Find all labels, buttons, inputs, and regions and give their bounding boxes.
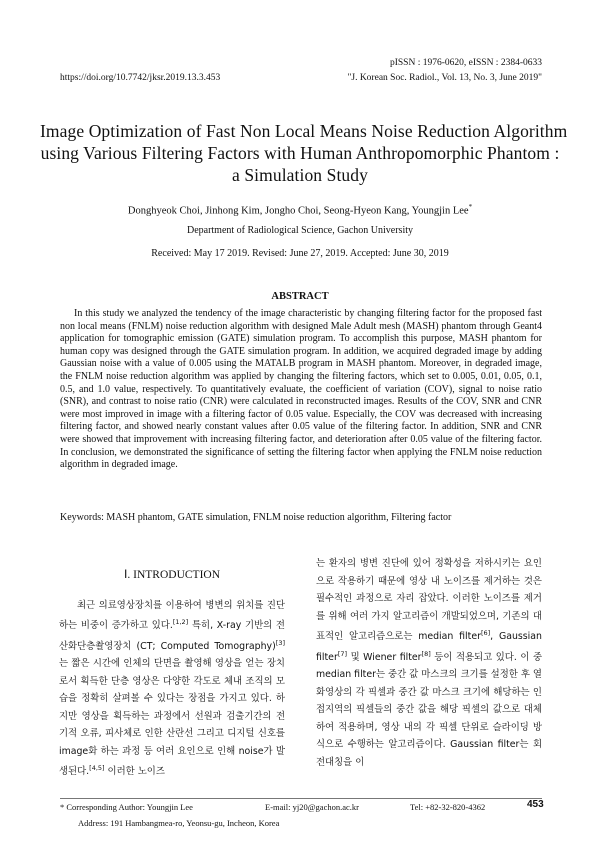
footnote-contact [60, 802, 542, 812]
intro-text-a: 최근 의료영상장치를 이용하여 병변의 위치를 진단하는 비중이 증가하고 있다. [59, 599, 285, 632]
corresponding-mark: * [468, 203, 473, 211]
corresponding-author: * Corresponding Author: Youngjin Lee [60, 802, 193, 812]
running-header [60, 73, 542, 83]
intro-text-e: 는 환자의 병변 진단에 있어 정확성을 저하시키는 요인으로 작용하기 때문에 영상 내 노이즈를 제거하는 것은 필수적인 과정으로 자리 잡았다. 이러한 노이즈를 제거를 위해 여러 가지 알고리즘이 개발되었으며, 기존의 대표적인 알고리즘으로는 median filter [316, 558, 542, 643]
citation-2: [3] [275, 638, 285, 647]
issn-line: pISSN : 1976-0620, eISSN : 2384-0633 [389, 58, 542, 68]
paper-title [40, 120, 568, 186]
intro-text-c: 는 짧은 시간에 인체의 단면을 촬영해 영상을 얻는 장치로서 획득한 단층 영상은 다양한 각도로 체내 조직의 모습을 정확히 살펴볼 수 있다는 장점을 가지고 있다. 하지만 영상을 획득하는 과정에서 선원과 검출기간의 전기적 오류, 피사체로 인한 산란선 그리고 디지털 신호를 image화 하는 과정 등 여러 요인으로 인해 noise가 발생된다. [59, 658, 285, 778]
footnote-address: Address: 191 Hambangmea-ro, Yeonsu-gu, Incheon, Korea [78, 818, 280, 828]
intro-text-d: 이러한 노이즈 [104, 766, 165, 778]
citation-1: [1,2] [172, 618, 189, 626]
abstract-body: In this study we analyzed the tendency of the image characteristic by changing filtering factor for the proposed fast non local means (FNLM) noise reduction algorithm with designed Male Adult mesh (MASH) phantom through Geant4 application for tomographic emission (GATE) simulation program. To accomplish this purpose, MASH phantom for human copy was designed through the GATE simulation program. In addition, we acquired degraded image by adding Gaussian noise with a value of 0.005 using the MATALB program in MASH phantom. Moreover, in degraded image, the FNLM noise reduction algorithm was applied by changing the filtering factors, which set to 0.005, 0.01, 0.05, 0.1, 0.5, and 1.0 value, respectively. To quantitatively evaluate, the coefficient of variation (COV), signal to noise ratio (SNR), and contrast to noise ratio (CNR) were calculated in reconstructed images. Results of the COV, SNR and CNR were most improved in image with a filtering factor of 0.05 value. Especially, the COV was decreased with increasing filtering factor, and showed nearly constant values after 0.05 value of the filtering factor. In addition, SNR and CNR were showed that improvement with increasing filtering factor, and deterioration after 0.05 value of the filtering factor. In conclusion, we demonstrated the significance of setting the filtering factor when applying the FNLM noise reduction algorithm in degraded image. [60, 308, 542, 471]
affiliation: Department of Radiological Science, Gachon University [186, 225, 414, 236]
footnote-divider [60, 798, 542, 799]
journal-citation: "J. Korean Soc. Radiol., Vol. 13, No. 3, June 2019" [347, 73, 542, 83]
telephone: Tel: +82-32-820-4362 [410, 802, 486, 812]
doi-link[interactable]: https://doi.org/10.7742/jksr.2019.13.3.453 [60, 73, 221, 83]
citation-3: [4,5] [89, 764, 105, 773]
email[interactable]: E-mail: yj20@gachon.ac.kr [265, 802, 359, 812]
title-line-3: a Simulation Study [232, 165, 368, 185]
intro-paragraph-left [59, 597, 285, 781]
intro-text-h: 등이 적용되고 있다. 이 중 median filter는 중간 값 마스크의 크기를 설정한 후 열화영상의 각 픽셀과 중간 값 마스크 크기에 해당하는 인접지역의 픽셀들의 중간 값을 해당 픽셀의 값으로 대체하여 적용하며, 영상 내의 각 픽셀 단위로 슬라이딩 방식으로 수행하는 알고리즘이다. Gaussian filter는 회전대칭을 이 [316, 651, 542, 768]
author-list [0, 203, 600, 217]
page-number: 453 [527, 799, 544, 810]
abstract-heading: ABSTRACT [271, 291, 329, 302]
citation-6: [8] [421, 649, 431, 658]
submission-dates: Received: May 17 2019. Revised: June 27, 2019. Accepted: June 30, 2019 [151, 248, 449, 259]
title-line-2: using Various Filtering Factors with Human Anthropomorphic Phantom : [40, 143, 560, 163]
intro-text-g: 및 Wiener filter [347, 651, 422, 663]
author-names: Donghyeok Choi, Jinhong Kim, Jongho Choi, Seong-Hyeon Kang, Youngjin Lee [127, 205, 469, 217]
intro-paragraph-right [316, 555, 542, 771]
intro-text-b: 특히, X-ray 기반의 전산화단층촬영장치 (CT; Computed Tomography) [59, 620, 285, 652]
keywords: Keywords: MASH phantom, GATE simulation, FNLM noise reduction algorithm, Filtering factor [60, 512, 452, 523]
citation-5: [7] [337, 649, 348, 658]
column-right [316, 555, 542, 771]
section-heading-introduction: Ⅰ. INTRODUCTION [123, 569, 221, 581]
title-line-1: Image Optimization of Fast Non Local Means Noise Reduction Algorithm [40, 121, 568, 141]
column-left [59, 553, 285, 781]
citation-4: [6] [480, 629, 491, 637]
intro-text-f: , Gaussian filter [316, 631, 542, 663]
